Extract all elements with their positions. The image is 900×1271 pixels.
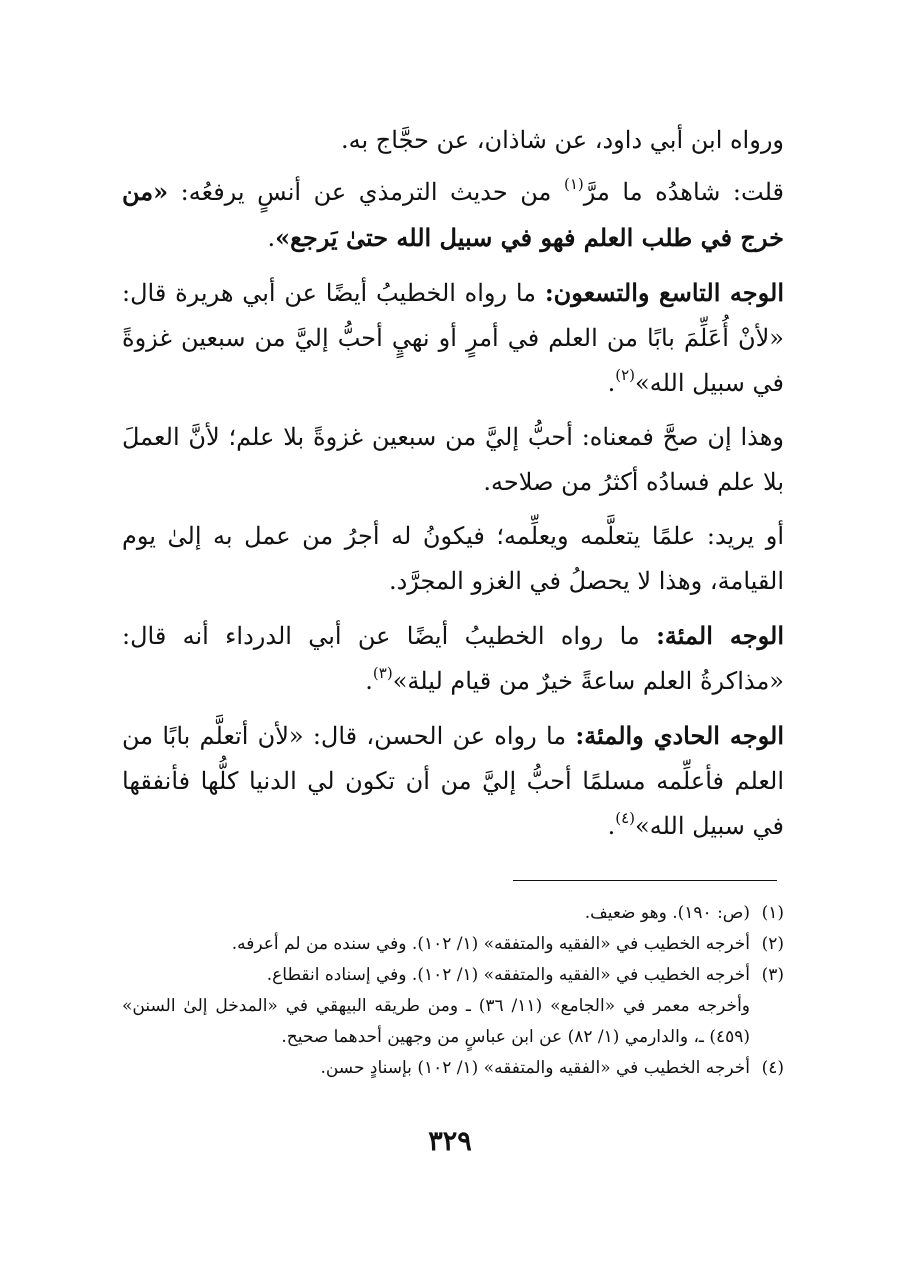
hadith-quote: «من خرج في طلب العلم فهو في سبيل الله حتىٰ يَرجع» bbox=[122, 177, 784, 252]
section-heading-100: الوجه المئة: bbox=[656, 621, 785, 650]
paragraph-6-text: ما رواه الخطيبُ أيضًا عن أبي الدرداء أنه قال: «مذاكرةُ العلم ساعةً خيرٌ من قيام ليلة» bbox=[122, 622, 784, 695]
section-heading-101: الوجه الحادي والمئة: bbox=[575, 721, 784, 750]
paragraph-6 bbox=[122, 613, 784, 704]
footnote-2 bbox=[122, 929, 784, 960]
paragraph-3-end: . bbox=[607, 369, 616, 397]
paragraph-7-text: ما رواه عن الحسن، قال: «لأن أتعلَّم بابًا من العلم فأعلِّمه مسلمًا أحبُّ إليَّ من أن تكون لي الدنيا كلُّها فأنفقها في سبيل الله» bbox=[122, 722, 784, 840]
footnote-3-continuation-text: وأخرجه معمر في «الجامع» (١١/ ٣٦) ـ ومن طريقه البيهقي في «المدخل إلىٰ السنن» (٤٥٩) ـ، والدارمي (١/ ٨٢) عن ابن عباسٍ من وجهين أحدهما صحيح. bbox=[122, 996, 750, 1047]
footnote-3-continuation bbox=[122, 991, 784, 1053]
footnote-3 bbox=[122, 960, 784, 991]
footnotes bbox=[122, 898, 784, 1084]
footnote-4-number: (٤) bbox=[761, 1058, 784, 1078]
paragraph-2-text-a: قلت: شاهدُه ما مرَّ bbox=[583, 178, 784, 206]
footnote-1 bbox=[122, 898, 784, 929]
section-heading-99: الوجه التاسع والتسعون: bbox=[544, 278, 784, 307]
footnote-ref-4[interactable]: (٤) bbox=[615, 809, 636, 827]
footnote-2-text: أخرجه الخطيب في «الفقيه والمتفقه» (١/ ١٠٢). وفي سنده من لم أعرفه. bbox=[231, 934, 750, 954]
footnote-1-text: (ص: ١٩٠). وهو ضعيف. bbox=[584, 903, 750, 923]
paragraph-7 bbox=[122, 713, 784, 849]
footnote-1-number: (١) bbox=[761, 903, 784, 923]
paragraph-5 bbox=[122, 514, 784, 604]
paragraph-3 bbox=[122, 270, 784, 406]
main-text bbox=[122, 118, 784, 858]
footnote-3-number: (٣) bbox=[761, 965, 784, 985]
paragraph-1-text: ورواه ابن أبي داود، عن شاذان، عن حجَّاج به. bbox=[340, 126, 784, 154]
paragraph-2-end: . bbox=[267, 224, 276, 252]
page-number: ٣٢٩ bbox=[428, 1126, 472, 1157]
paragraph-2-text-b: من حديث الترمذي عن أنسٍ يرفعُه: bbox=[168, 178, 564, 206]
paragraph-1 bbox=[122, 118, 784, 163]
paragraph-2 bbox=[122, 169, 784, 261]
paragraph-7-end: . bbox=[607, 812, 616, 840]
footnote-2-number: (٢) bbox=[761, 934, 784, 954]
footnote-ref-1[interactable]: (١) bbox=[563, 175, 584, 193]
footnote-separator bbox=[513, 880, 777, 881]
footnote-ref-2[interactable]: (٢) bbox=[615, 366, 636, 384]
paragraph-4 bbox=[122, 415, 784, 505]
footnote-4 bbox=[122, 1053, 784, 1084]
paragraph-3-text: ما رواه الخطيبُ أيضًا عن أبي هريرة قال: «لأنْ أُعَلِّمَ بابًا من العلم في أمرٍ أو نهيٍ أحبُّ إليَّ من سبعين غزوةً في سبيل الله» bbox=[122, 279, 784, 397]
footnote-ref-3[interactable]: (٣) bbox=[372, 664, 393, 682]
footnote-4-text: أخرجه الخطيب في «الفقيه والمتفقه» (١/ ١٠٢) بإسنادٍ حسن. bbox=[320, 1058, 750, 1078]
paragraph-5-text: أو يريد: علمًا يتعلَّمه ويعلِّمه؛ فيكونُ له أجرُ من عمل به إلىٰ يوم القيامة، وهذا لا يحصلُ في الغزو المجرَّد. bbox=[122, 522, 784, 595]
paragraph-6-end: . bbox=[365, 667, 373, 695]
paragraph-4-text: وهذا إن صحَّ فمعناه: أحبُّ إليَّ من سبعين غزوةً بلا علم؛ لأنَّ العملَ بلا علم فسادُه أكثرُ من صلاحه. bbox=[122, 423, 784, 496]
footnote-3-text: أخرجه الخطيب في «الفقيه والمتفقه» (١/ ١٠٢). وفي إسناده انقطاع. bbox=[266, 965, 750, 985]
